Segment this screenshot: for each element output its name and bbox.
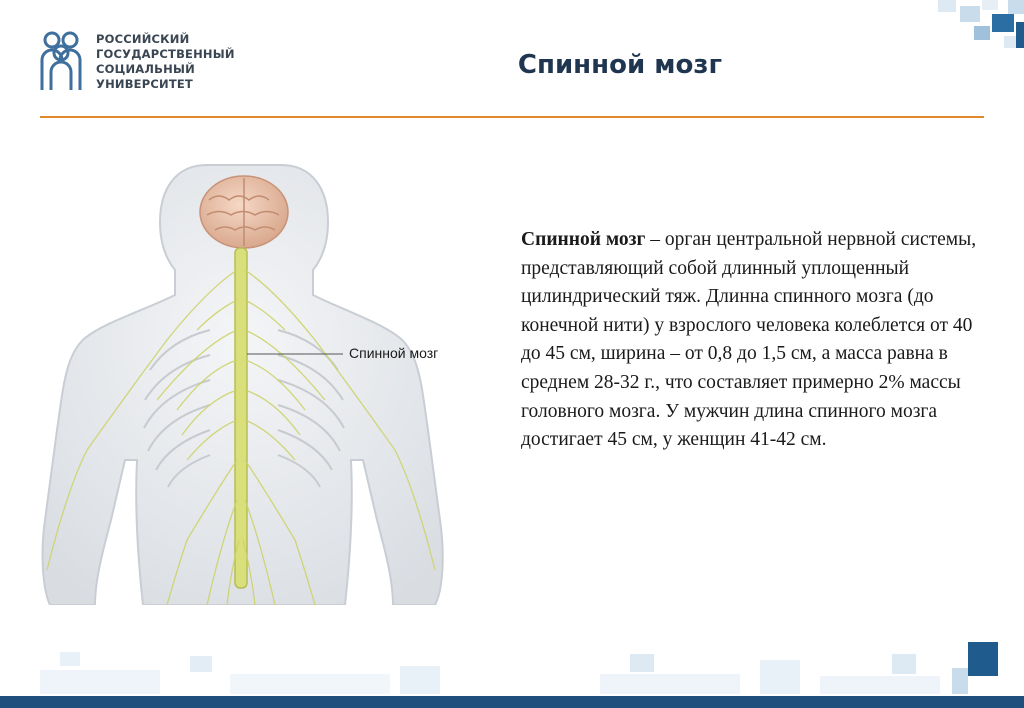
description-paragraph xyxy=(521,226,991,455)
definition: – орган центральной нервной системы, представляющий собой длинный уплощенный цилиндрический тяж. Длинна спинного мозга (до конечной нити) у взрослого человека колеблется от 40 до 45 см, ширина – от 0,8 до 1,5 см, а масса равна в среднем 28-32 г., что составляет примерно 2% массы головного мозга. У мужчин длина спинного мозга достигает 45 см, у женщин 41-42 см. xyxy=(521,229,977,451)
logo-text xyxy=(96,32,235,92)
spinal-cord-illustration xyxy=(25,160,480,605)
logo-line: РОССИЙСКИЙ xyxy=(96,32,190,46)
header-divider xyxy=(40,116,984,118)
footer-bar xyxy=(0,696,1024,708)
corner-decoration xyxy=(930,0,1024,60)
bottom-decoration xyxy=(0,650,1024,708)
logo-people-icon xyxy=(38,30,90,92)
university-logo xyxy=(38,30,248,94)
term: Спинной мозг xyxy=(521,229,646,250)
page-title: Спинной мозг xyxy=(517,50,723,80)
blue-square xyxy=(968,642,998,676)
logo-line: СОЦИАЛЬНЫЙ xyxy=(96,62,195,76)
logo-line: УНИВЕРСИТЕТ xyxy=(96,77,193,91)
figure-label: Спинной мозг xyxy=(349,345,439,361)
logo-line: ГОСУДАРСТВЕННЫЙ xyxy=(96,47,235,61)
